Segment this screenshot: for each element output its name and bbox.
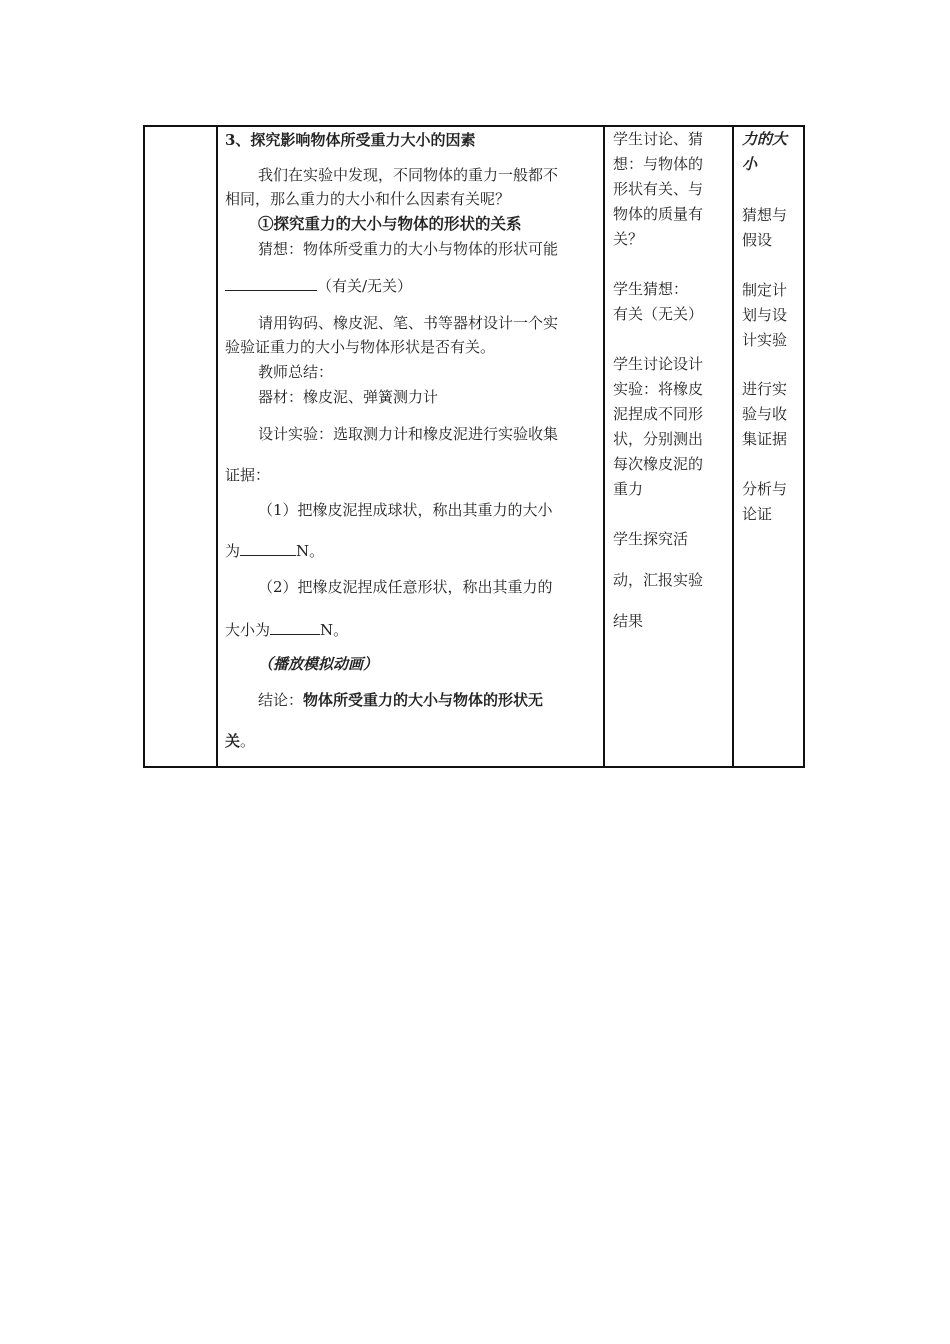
- student-text: 有关（无关）: [613, 305, 704, 323]
- student-text: 泥捏成不同形: [613, 405, 704, 423]
- method-title: 小: [742, 155, 758, 173]
- method-step: 分析与: [742, 480, 788, 498]
- method-step: 集证据: [742, 430, 788, 448]
- student-text: 状，分别测出: [613, 430, 704, 448]
- step1-unit: N。: [296, 542, 325, 560]
- answer-blank[interactable]: [270, 620, 320, 635]
- conclusion-line-2: [225, 731, 255, 751]
- method-step: 划与设: [742, 306, 788, 324]
- step1-prefix: 为: [225, 542, 241, 560]
- student-text: 动，汇报实验: [613, 571, 704, 589]
- equipment-text: 器材：橡皮泥、弹簧测力计: [258, 388, 439, 406]
- student-text: 物体的质量有: [613, 205, 704, 223]
- method-step: 进行实: [742, 380, 788, 398]
- experiment-line-2: 证据：: [225, 466, 271, 484]
- design-line-1: 请用钩码、橡皮泥、笔、书等器材设计一个实: [258, 314, 559, 332]
- student-text: 每次橡皮泥的: [613, 455, 704, 473]
- method-step: 验与收: [742, 405, 788, 423]
- intro-line-1: 我们在实验中发现，不同物体的重力一般都不: [258, 166, 559, 184]
- experiment-line-1: 设计实验：选取测力计和橡皮泥进行实验收集: [258, 425, 559, 443]
- method-step: 计实验: [742, 331, 788, 349]
- intro-line-2: 相同，那么重力的大小和什么因素有关呢？: [225, 190, 511, 208]
- teacher-summary: 教师总结：: [258, 363, 334, 381]
- method-step: 论证: [742, 505, 773, 523]
- student-text: 学生讨论、猜: [613, 130, 704, 148]
- student-text: 学生讨论设计: [613, 355, 704, 373]
- conclusion-period: 。: [240, 732, 256, 750]
- student-text: 学生探究活: [613, 530, 689, 548]
- method-title: 力的大: [742, 130, 788, 148]
- subsection-heading: ①探究重力的大小与物体的形状的关系: [258, 214, 522, 233]
- section-heading: 3、探究影响物体所受重力大小的因素: [225, 131, 476, 149]
- student-text: 关？: [613, 230, 644, 248]
- step2-line-1: （2）把橡皮泥捏成任意形状，称出其重力的: [258, 578, 553, 596]
- guess-answer-line: [225, 276, 412, 296]
- animation-note: （播放模拟动画）: [258, 655, 379, 673]
- guess-text: 猜想：物体所受重力的大小与物体的形状可能: [258, 240, 559, 258]
- step2-line-2: [225, 620, 348, 640]
- method-step: 假设: [742, 231, 773, 249]
- method-step: 制定计: [742, 281, 788, 299]
- student-text: 形状有关、与: [613, 180, 704, 198]
- answer-blank[interactable]: [240, 541, 296, 556]
- answer-blank[interactable]: [225, 276, 317, 291]
- conclusion-label: 结论：: [258, 691, 304, 709]
- student-text: 学生猜想：: [613, 280, 689, 298]
- step2-unit: N。: [320, 621, 349, 639]
- student-text: 实验：将橡皮: [613, 380, 704, 398]
- conclusion-end: 关: [225, 732, 241, 750]
- column-divider: [732, 127, 734, 766]
- column-divider: [603, 127, 605, 766]
- design-line-2: 验验证重力的大小与物体形状是否有关。: [225, 338, 496, 356]
- step1-line-1: （1）把橡皮泥捏成球状，称出其重力的大小: [258, 501, 553, 519]
- method-step: 猜想与: [742, 206, 788, 224]
- student-text: 想：与物体的: [613, 155, 704, 173]
- column-divider: [216, 127, 218, 766]
- conclusion-line-1: [258, 690, 543, 710]
- student-text: 结果: [613, 612, 644, 630]
- step1-line-2: [225, 541, 324, 561]
- conclusion-text: 物体所受重力的大小与物体的形状无: [303, 691, 544, 709]
- student-text: 重力: [613, 480, 644, 498]
- step2-prefix: 大小为: [225, 621, 271, 639]
- guess-options: （有关/无关）: [317, 277, 413, 295]
